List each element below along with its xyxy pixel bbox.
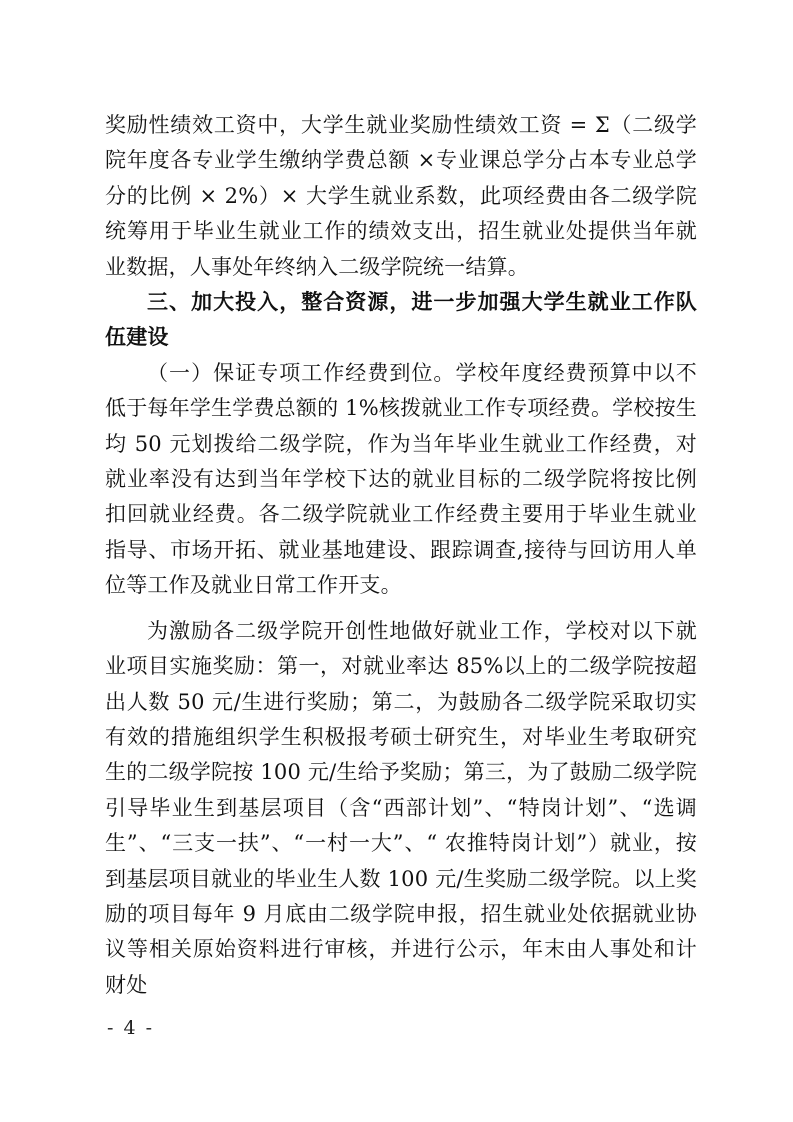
paragraph-rewards: 为激励各二级学院开创性地做好就业工作，学校对以下就业项目实施奖励：第一，对就业率达 85%以上的二级学院按超出人数 50 元/生进行奖励；第二，为鼓励各二级学院采取切实有效的措施组织学生积极报考硕士研究生，对毕业生考取研究生的二级学院按 100 元/生给予奖励；第三，为了鼓励二级学院引导毕业生到基层项目（含“西部计划”、“特岗计划”、“选调生”、“三支一扶”、“一村一大”、“ 农推特岗计划”）就业，按到基层项目就业的毕业生人数 100 元/生奖励二级学院。以上奖励的项目每年 9 月底由二级学院申报，招生就业处依据就业协议等相关原始资料进行审核，并进行公示，年末由人事处和计财处 (105, 618, 697, 997)
paragraph-funding: （一）保证专项工作经费到位。学校年度经费预算中以不低于每年学生学费总额的 1%核拨就业工作专项经费。学校按生均 50 元划拨给二级学院，作为当年毕业生就业工作经费，对就业率没有达到当年学校下达的就业目标的二级学院将按比例扣回就业经费。各二级学院就业工作经费主要用于毕业生就业指导、市场开拓、就业基地建设、跟踪调查,接待与回访用人单位等工作及就业日常工作开支。 (105, 360, 697, 598)
paragraph-continuation: 奖励性绩效工资中，大学生就业奖励性绩效工资 = Σ（二级学院年度各专业学生缴纳学费总额 ×专业课总学分占本专业总学分的比例 × 2%）× 大学生就业系数，此项经费由各二级学院统筹用于毕业生就业工作的绩效支出，招生就业处提供当年就业数据，人事处年终纳入二级学院统一结算。 (105, 113, 697, 279)
section-heading: 三、加大投入，整合资源，进一步加强大学生就业工作队伍建设 (105, 290, 697, 350)
page-number: - 4 - (107, 1017, 155, 1039)
body-text (105, 108, 697, 1003)
